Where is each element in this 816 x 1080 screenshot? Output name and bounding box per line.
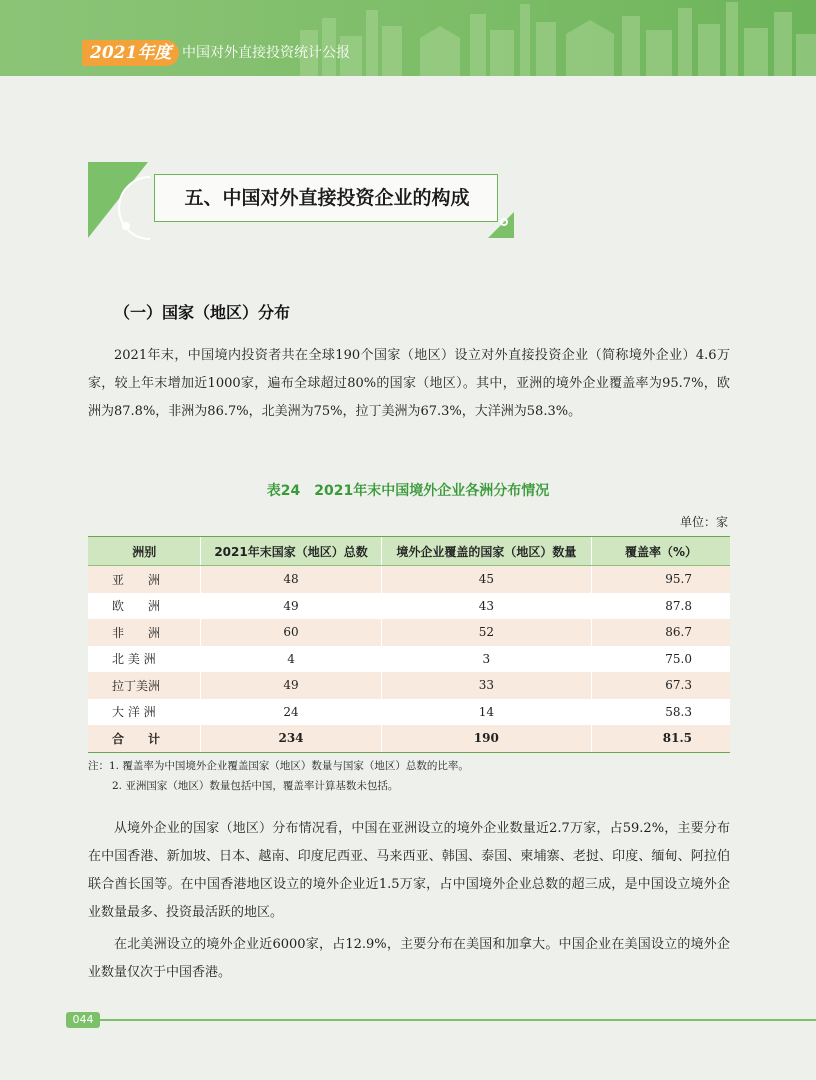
cell-total: 49	[201, 672, 381, 699]
subsection-heading: （一）国家（地区）分布	[114, 303, 291, 322]
report-title: 中国对外直接投资统计公报	[182, 45, 350, 61]
section-banner	[88, 162, 518, 246]
paragraph-distribution: 从境外企业的国家（地区）分布情况看，中国在亚洲设立的境外企业数量近2.7万家，占59.2%，主要分布在中国香港、新加坡、日本、越南、印度尼西亚、马来西亚、韩国、泰国、柬埔寨、老挝、印度、缅甸、阿拉伯联合酋长国等。在中国香港地区设立的境外企业近1.5万家，占中国境外企业总数的超三成，是中国设立境外企业数量最多、投资最活跃的地区。	[88, 821, 730, 920]
table-row	[88, 619, 730, 646]
cell-covered: 43	[381, 593, 592, 620]
cell-total: 60	[201, 619, 381, 646]
cell-total: 4	[201, 646, 381, 673]
table-note: 注：1. 覆盖率为中国境外企业覆盖国家（地区）数量与国家（地区）总数的比率。	[88, 760, 469, 772]
section-title-box	[154, 174, 498, 222]
paragraph-intro: 2021年末，中国境内投资者共在全球190个国家（地区）设立对外直接投资企业（简称境外企业）4.6万家，较上年末增加近1000家，遍布全球超过80%的国家（地区）。其中，亚洲的境外企业覆盖率为95.7%，欧洲为87.8%，非洲为86.7%，北美洲为75%，拉丁美洲为67.3%，大洋洲为58.3%。	[88, 348, 730, 419]
table-row	[88, 566, 730, 593]
cell-continent: 拉丁美洲	[112, 678, 161, 693]
cell-covered: 3	[381, 646, 592, 673]
table-row	[88, 646, 730, 673]
cell-continent: 大 洋 洲	[112, 705, 156, 720]
cell-rate: 75.0	[592, 646, 730, 673]
cell-rate: 95.7	[592, 566, 730, 593]
section-title: 五、中国对外直接投资企业的构成	[184, 187, 470, 209]
table-header-row	[88, 537, 730, 566]
table-title: 表24 2021年末中国境外企业各洲分布情况	[266, 483, 550, 499]
cell-covered: 33	[381, 672, 592, 699]
column-header: 洲别	[88, 537, 201, 566]
table-row	[88, 593, 730, 620]
cell-covered: 14	[381, 699, 592, 726]
footer-rule	[100, 1019, 816, 1021]
column-header: 境外企业覆盖的国家（地区）数量	[381, 537, 592, 566]
report-year-badge: 2021年度	[82, 40, 179, 66]
cell-continent: 北 美 洲	[112, 652, 156, 667]
cell-rate: 58.3	[592, 699, 730, 726]
table-note: 2. 亚洲国家（地区）数量包括中国，覆盖率计算基数未包括。	[112, 780, 399, 792]
table-total-row	[88, 725, 730, 752]
cell-covered: 45	[381, 566, 592, 593]
cell-rate: 87.8	[592, 593, 730, 620]
cell-rate: 81.5	[592, 725, 730, 752]
page-header	[0, 0, 816, 76]
cell-continent: 欧 洲	[112, 599, 161, 614]
cell-covered: 190	[381, 725, 592, 752]
cell-total: 48	[201, 566, 381, 593]
cell-rate: 67.3	[592, 672, 730, 699]
cell-continent: 合 计	[88, 725, 201, 752]
cell-total: 24	[201, 699, 381, 726]
distribution-table	[88, 536, 730, 753]
cell-covered: 52	[381, 619, 592, 646]
cell-total: 49	[201, 593, 381, 620]
table-notes	[88, 756, 469, 796]
column-header: 2021年末国家（地区）总数	[201, 537, 381, 566]
cell-total: 234	[201, 725, 381, 752]
cell-continent: 非 洲	[112, 625, 161, 640]
cell-continent: 亚 洲	[112, 572, 161, 587]
banner-corner-dot	[500, 218, 508, 226]
column-header: 覆盖率（%）	[592, 537, 730, 566]
table-unit: 单位：家	[679, 515, 728, 529]
table-row	[88, 672, 730, 699]
page-number: 044	[66, 1012, 100, 1028]
banner-dot-ornament	[122, 222, 130, 230]
cell-rate: 86.7	[592, 619, 730, 646]
paragraph-north-america: 在北美洲设立的境外企业近6000家，占12.9%，主要分布在美国和加拿大。中国企业在美国设立的境外企业数量仅次于中国香港。	[88, 937, 730, 980]
table-row	[88, 699, 730, 726]
